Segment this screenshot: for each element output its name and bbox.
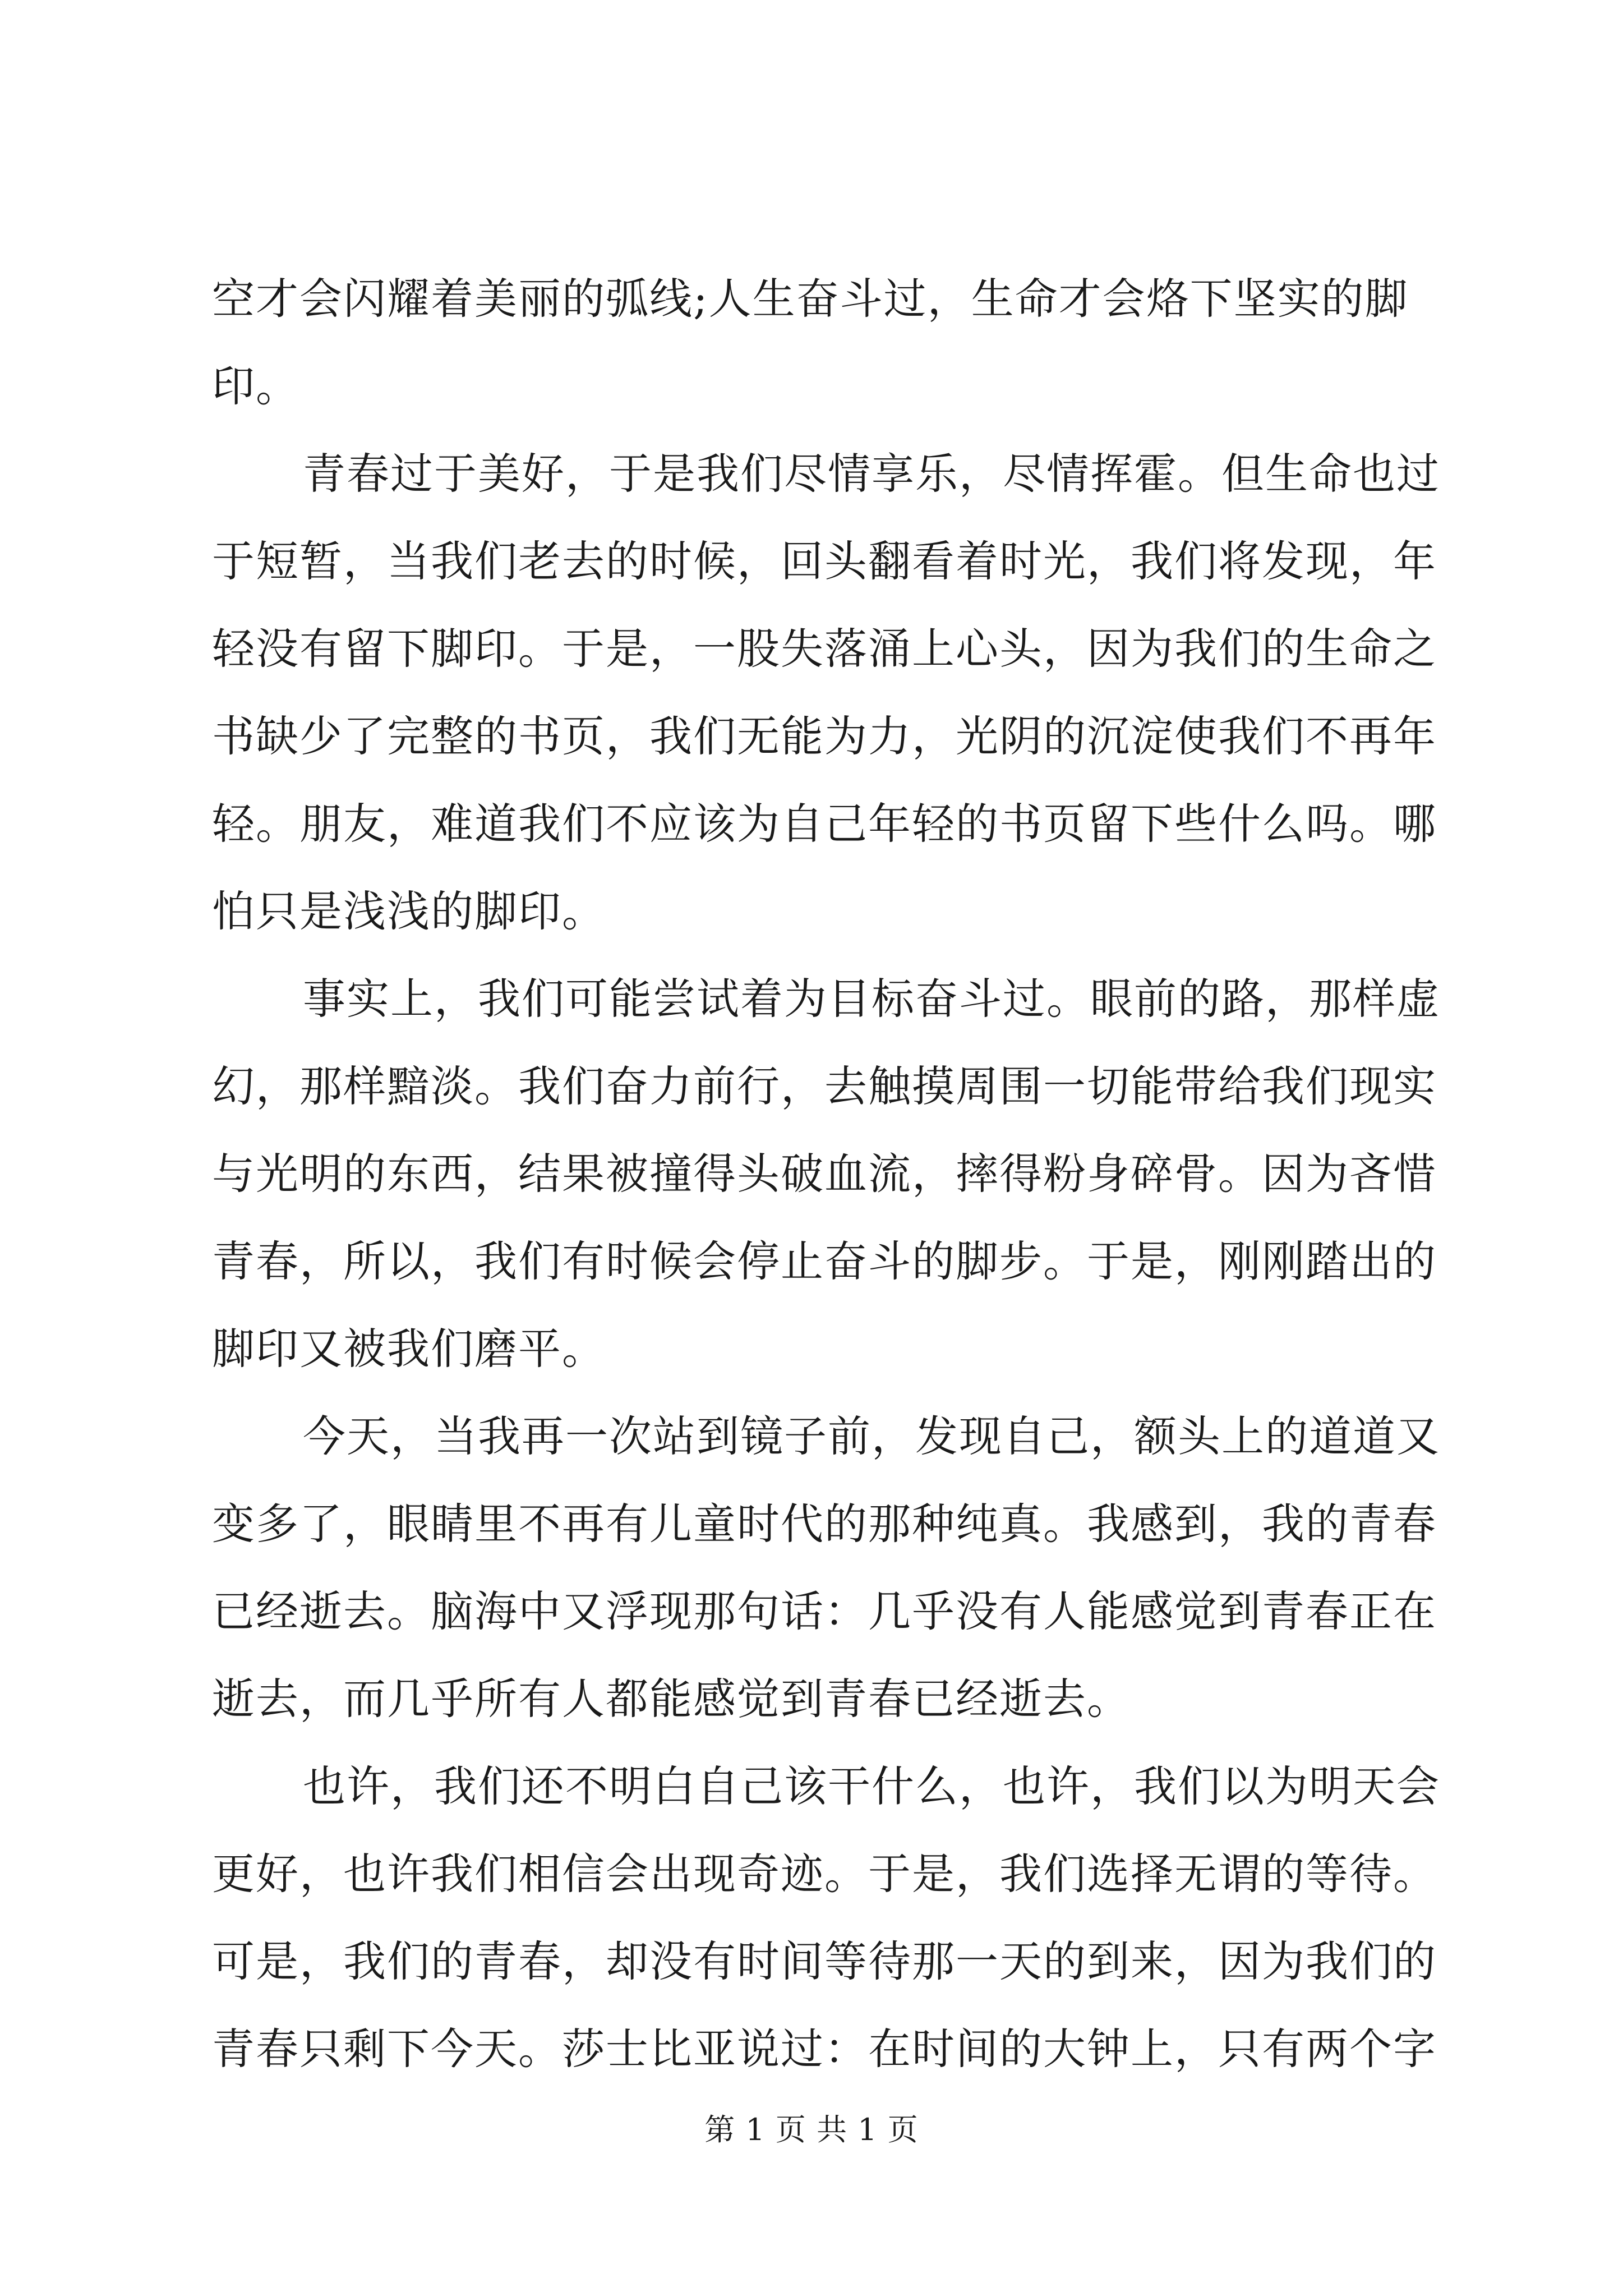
text-line: 轻没有留下脚印。于是，一股失落涌上心头，因为我们的生命之 [212,624,1437,674]
text-line: 于短暂，当我们老去的时候，回头翻看着时光，我们将发现，年 [212,536,1437,586]
text-line: 更好，也许我们相信会出现奇迹。于是，我们选择无谓的等待。 [212,1849,1437,1899]
text-line: 青春只剩下今天。莎士比亚说过：在时间的大钟上，只有两个字 [212,2024,1437,2074]
document-body [212,255,1440,2093]
text-line: 空才会闪耀着美丽的弧线;人生奋斗过，生命才会烙下坚实的脚 [212,274,1409,324]
text-line: 轻。朋友，难道我们不应该为自己年轻的书页留下些什么吗。哪 [212,799,1437,849]
paragraph-first-line: 今天，当我再一次站到镜子前，发现自己，额头上的道道又 [303,1411,1440,1461]
text-line: 印。 [212,361,299,411]
text-line: 可是，我们的青春，却没有时间等待那一天的到来，因为我们的 [212,1936,1437,1986]
text-line: 幻，那样黯淡。我们奋力前行，去触摸周围一切能带给我们现实 [212,1061,1437,1111]
text-line: 书缺少了完整的书页，我们无能为力，光阴的沉淀使我们不再年 [212,711,1437,761]
text-line: 逝去，而几乎所有人都能感觉到青春已经逝去。 [212,1674,1131,1724]
text-line: 已经逝去。脑海中又浮现那句话：几乎没有人能感觉到青春正在 [212,1586,1437,1636]
text-line: 青春，所以，我们有时候会停止奋斗的脚步。于是，刚刚踏出的 [212,1236,1437,1286]
text-line: 变多了，眼睛里不再有儿童时代的那种纯真。我感到，我的青春 [212,1499,1437,1549]
page-footer: 第 1 页 共 1 页 [704,2112,919,2147]
text-line: 怕只是浅浅的脚印。 [212,886,606,936]
paragraph-first-line: 也许，我们还不明白自己该干什么，也许，我们以为明天会 [303,1761,1440,1811]
text-line: 与光明的东西，结果被撞得头破血流，摔得粉身碎骨。因为吝惜 [212,1149,1437,1199]
paragraph-first-line: 事实上，我们可能尝试着为目标奋斗过。眼前的路，那样虚 [303,974,1440,1024]
text-line: 脚印又被我们磨平。 [212,1324,606,1374]
paragraph-first-line: 青春过于美好，于是我们尽情享乐，尽情挥霍。但生命也过 [303,449,1440,499]
